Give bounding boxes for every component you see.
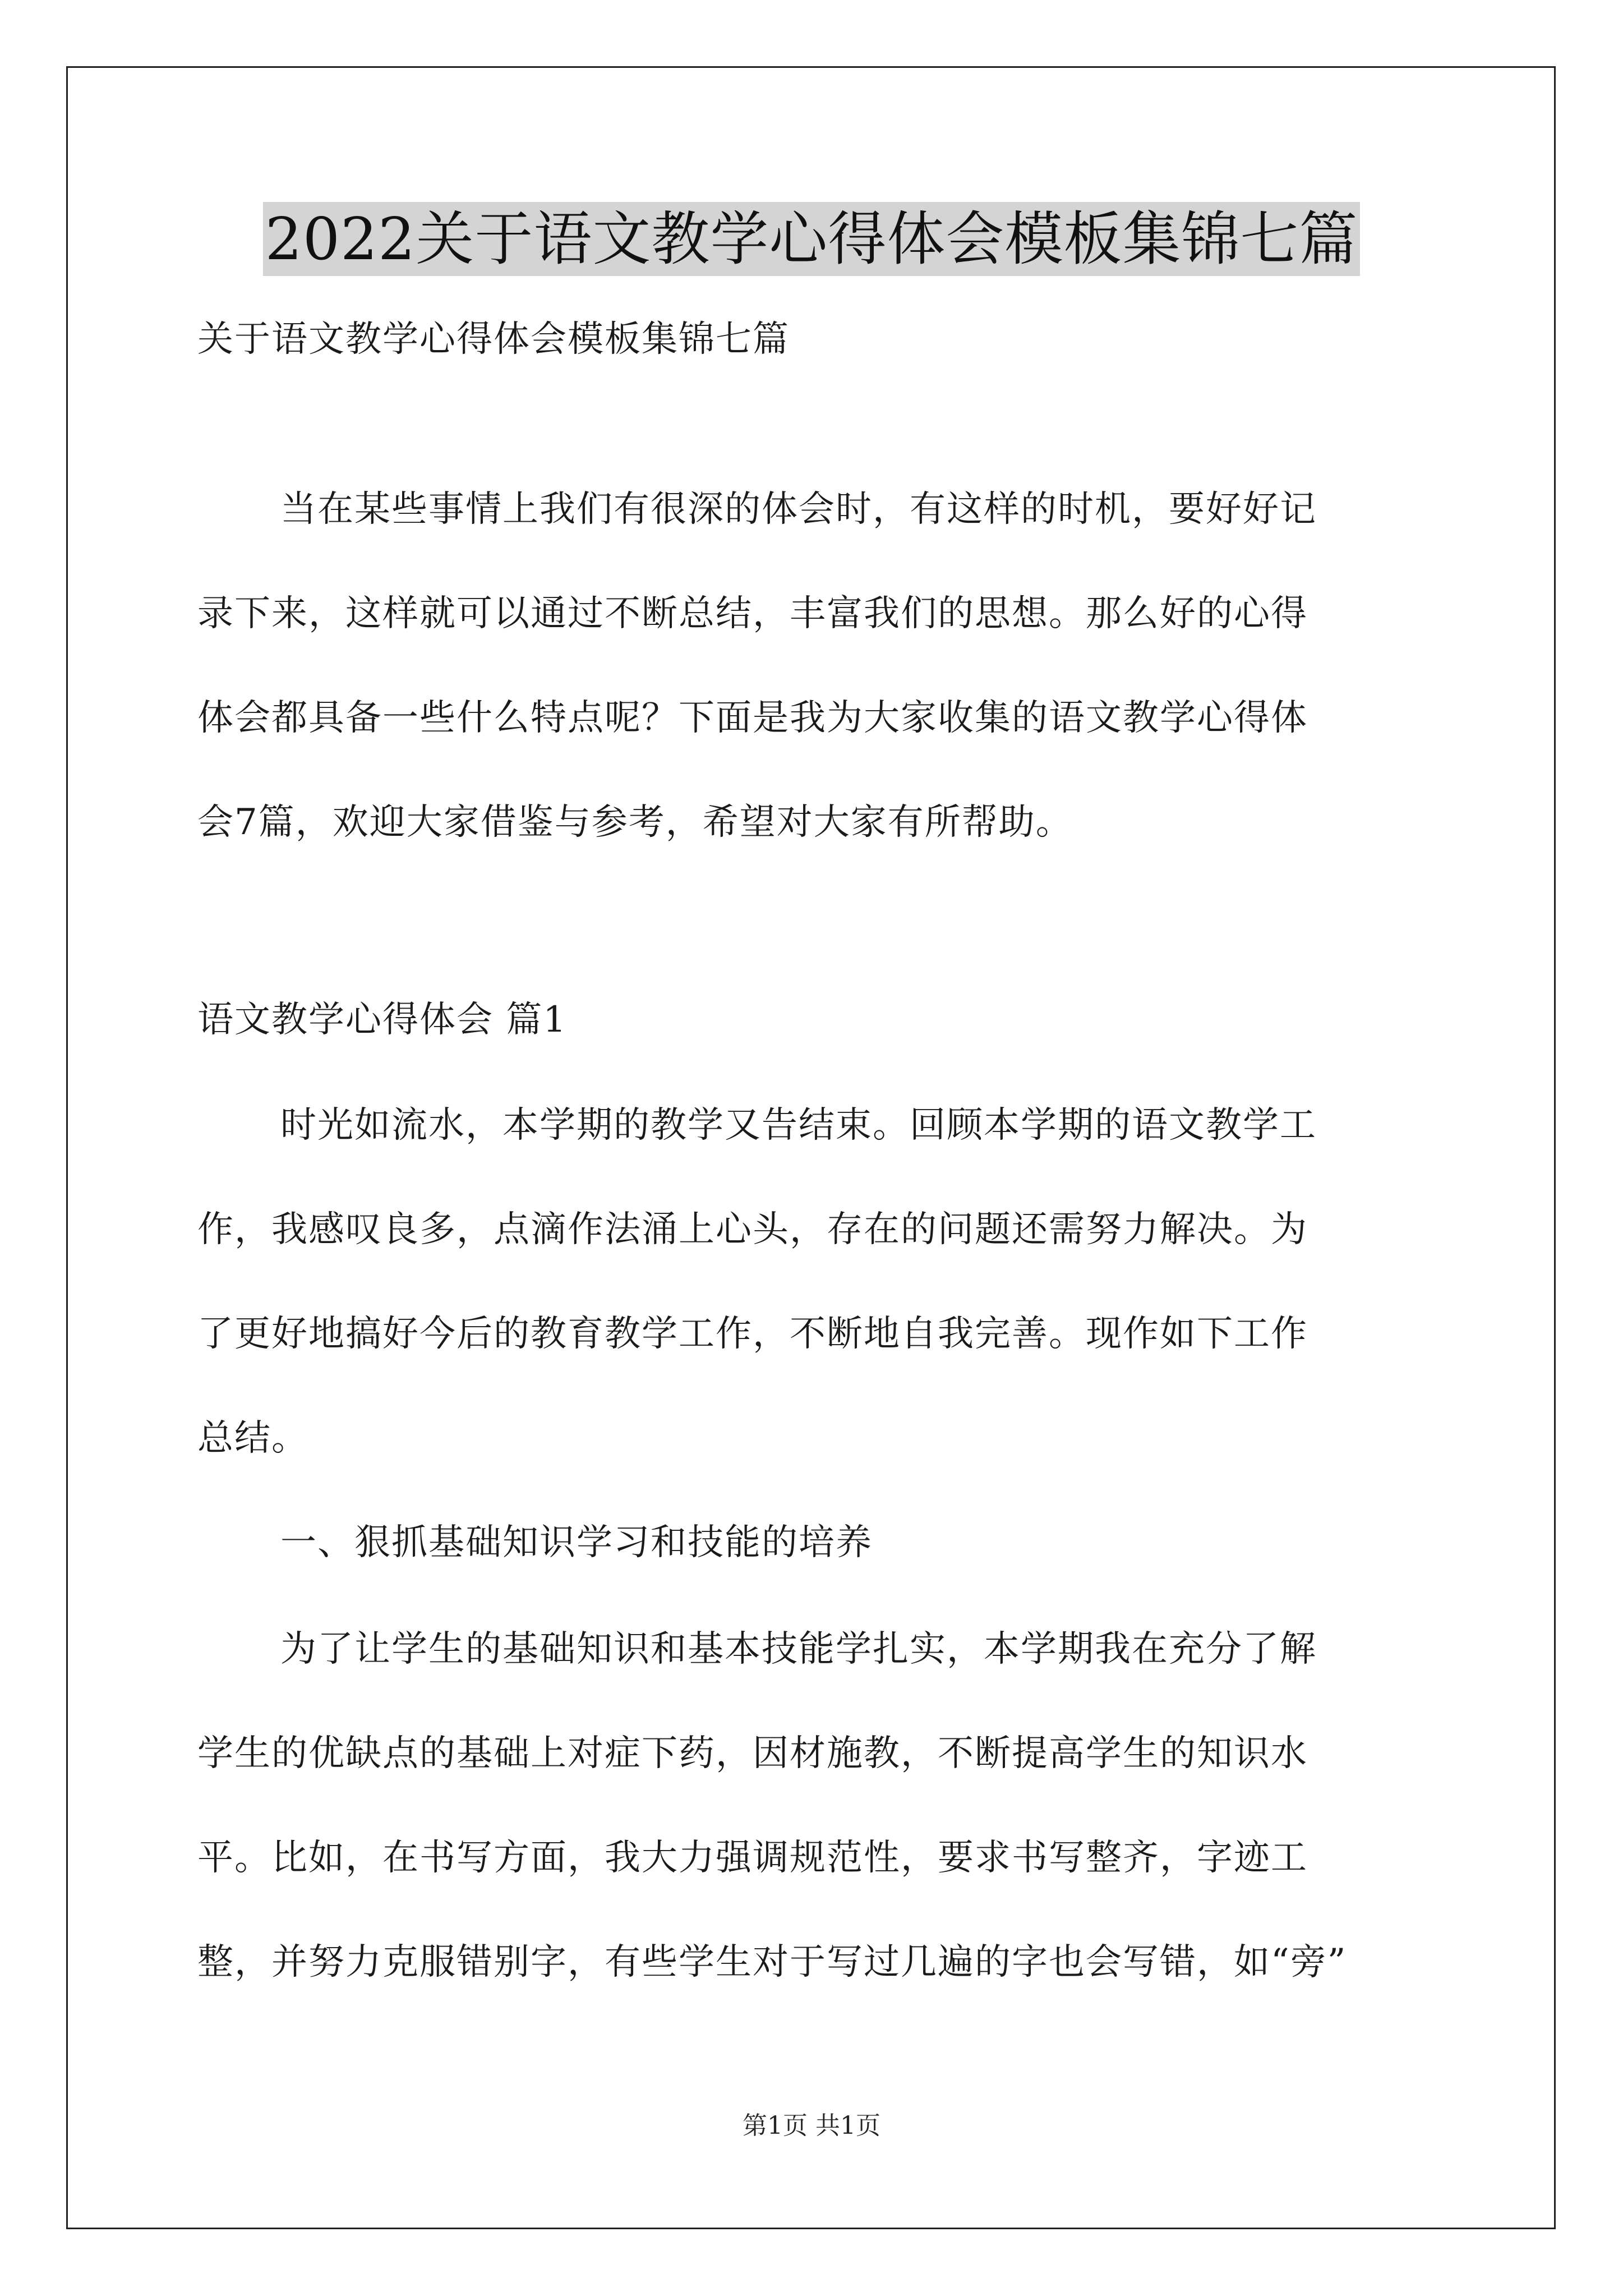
document-title: 2022关于语文教学心得体会模板集锦七篇 — [263, 202, 1361, 276]
intro-line-2: 录下来，这样就可以通过不断总结，丰富我们的思想。那么好的心得 — [197, 593, 1308, 634]
title-wrap — [0, 202, 1623, 276]
page-footer: 第1页 共1页 — [743, 2111, 880, 2140]
section1-para2-line-3: 平。比如，在书写方面，我大力强调规范性，要求书写整齐，字迹工 — [197, 1837, 1308, 1879]
section1-para1-line-3: 了更好地搞好今后的教育教学工作，不断地自我完善。现作如下工作 — [197, 1313, 1308, 1355]
section1-para1-line-2: 作，我感叹良多，点滴作法涌上心头，存在的问题还需努力解决。为 — [197, 1209, 1308, 1250]
intro-line-3: 体会都具备一些什么特点呢？下面是我为大家收集的语文教学心得体 — [197, 697, 1308, 739]
section1-para1-line-4: 总结。 — [197, 1418, 308, 1459]
section1-para2-line-2: 学生的优缺点的基础上对症下药，因材施教，不断提高学生的知识水 — [197, 1733, 1308, 1774]
section1-para2-line-1: 为了让学生的基础知识和基本技能学扎实，本学期我在充分了解 — [280, 1628, 1317, 1670]
intro-line-1: 当在某些事情上我们有很深的体会时，有这样的时机，要好好记 — [280, 489, 1317, 530]
section-heading-1: 语文教学心得体会 篇1 — [197, 999, 568, 1041]
section1-para1-line-1: 时光如流水，本学期的教学又告结束。回顾本学期的语文教学工 — [280, 1105, 1317, 1146]
section1-subheading-1: 一、狠抓基础知识学习和技能的培养 — [280, 1522, 873, 1563]
section1-para2-line-4: 整，并努力克服错别字，有些学生对于写过几遍的字也会写错，如“旁” — [197, 1941, 1347, 1983]
document-subtitle: 关于语文教学心得体会模板集锦七篇 — [197, 319, 790, 360]
intro-line-4: 会7篇，欢迎大家借鉴与参考，希望对大家有所帮助。 — [197, 802, 1073, 843]
